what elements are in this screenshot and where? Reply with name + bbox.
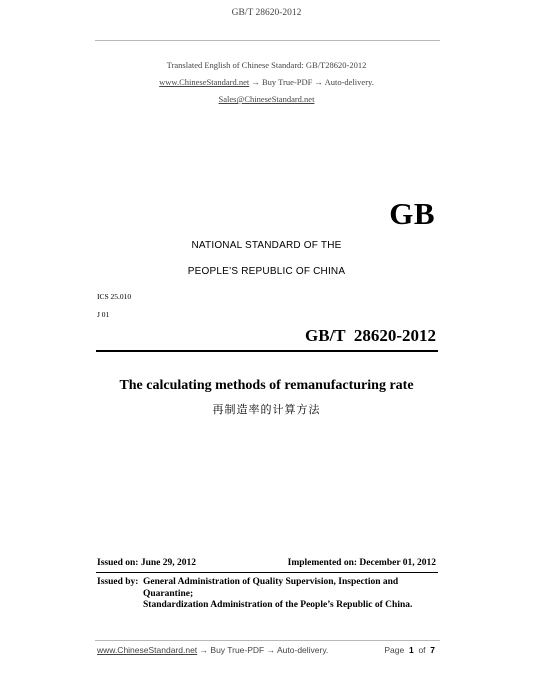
issued-on-date: Issued on: June 29, 2012 bbox=[97, 558, 196, 568]
issuer-line-1: General Administration of Quality Supervision, Inspection and bbox=[143, 577, 399, 587]
standard-number: GB/T 28620-2012 bbox=[305, 326, 436, 345]
gb-logo: GB bbox=[389, 196, 435, 231]
footer-buy-line bbox=[97, 645, 328, 655]
issuer-line-3: Standardization Administration of the People’s Republic of China. bbox=[143, 600, 413, 610]
buy-text: → Buy True-PDF → Auto-delivery. bbox=[249, 77, 374, 87]
issuer-label: Issued by: bbox=[97, 577, 139, 587]
translation-notice: Translated English of Chinese Standard: GB/T28620-2012 bbox=[166, 60, 367, 70]
page-of: of bbox=[418, 645, 426, 655]
document-title-zh: 再制造率的计算方法 bbox=[212, 403, 321, 416]
footer-buy-text: → Buy True-PDF → Auto-delivery. bbox=[197, 645, 329, 655]
page-label: Page bbox=[384, 645, 405, 655]
page-indicator bbox=[384, 645, 435, 655]
standard-number-rule bbox=[96, 350, 438, 352]
sales-email-link[interactable]: Sales@ChineseStandard.net bbox=[218, 94, 315, 104]
email-line bbox=[0, 94, 533, 104]
national-standard-heading: NATIONAL STANDARD OF THE bbox=[191, 240, 342, 251]
header-divider bbox=[95, 40, 440, 41]
page-total: 7 bbox=[430, 645, 435, 655]
footer-chinesestandard-link[interactable]: www.ChineseStandard.net bbox=[97, 645, 198, 655]
issuer-block bbox=[97, 577, 442, 612]
ccs-code: J 01 bbox=[97, 310, 110, 319]
implemented-on-date: Implemented on: December 01, 2012 bbox=[287, 558, 436, 568]
document-title-en: The calculating methods of remanufacturing rate bbox=[119, 378, 414, 393]
issuer-line-2: Quarantine; bbox=[143, 588, 194, 599]
chinesestandard-link[interactable]: www.ChineseStandard.net bbox=[159, 77, 250, 87]
footer-divider bbox=[95, 640, 440, 641]
national-standard-country: PEOPLE’S REPUBLIC OF CHINA bbox=[187, 266, 346, 277]
dates-divider bbox=[96, 572, 438, 573]
page-header-title: GB/T 28620-2012 bbox=[231, 8, 302, 18]
ics-code: ICS 25.010 bbox=[97, 292, 132, 301]
page-current: 1 bbox=[408, 645, 414, 655]
buy-line bbox=[0, 77, 533, 87]
